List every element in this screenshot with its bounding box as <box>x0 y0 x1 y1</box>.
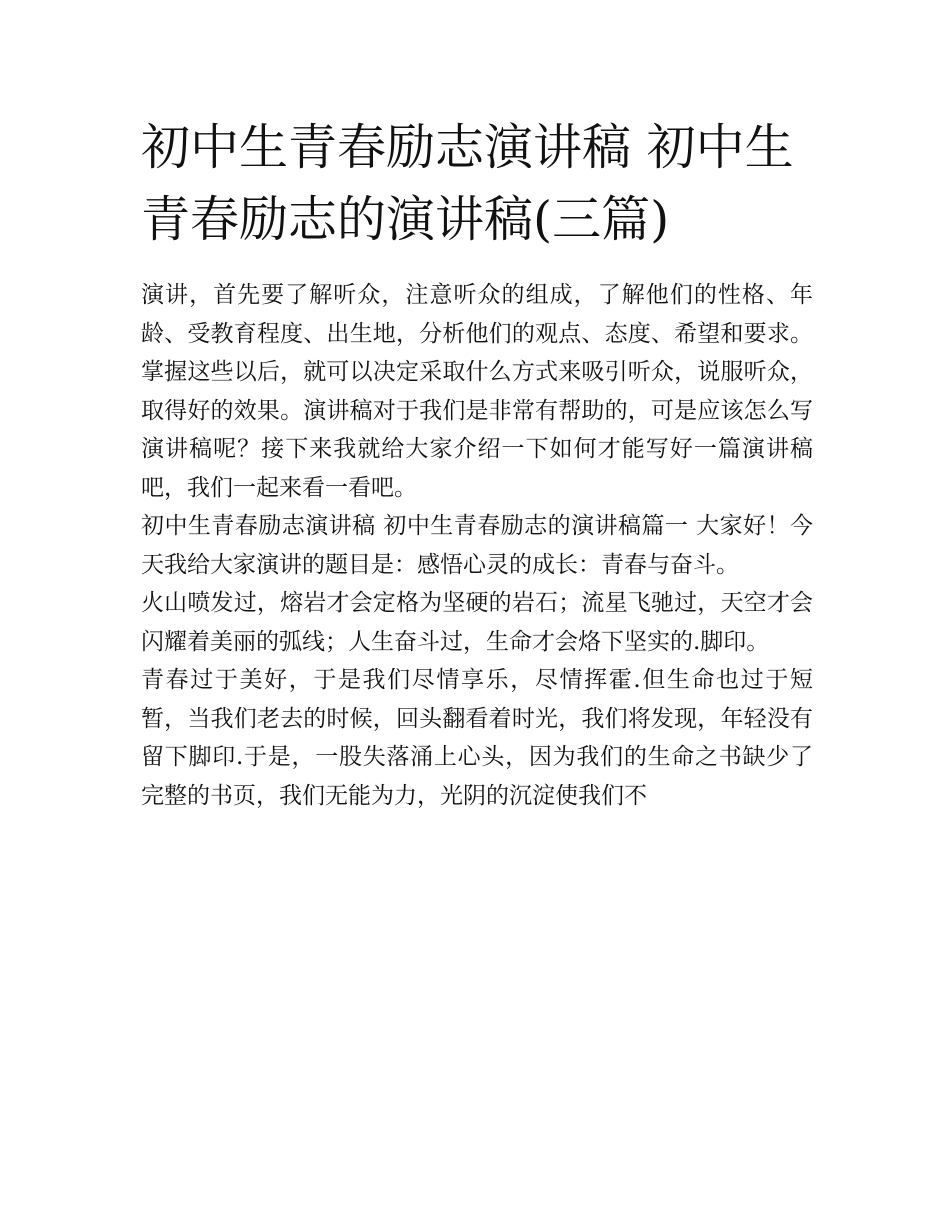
document-body <box>141 276 813 815</box>
document-title: 初中生青春励志演讲稿 初中生青春励志的演讲稿(三篇) <box>141 119 794 248</box>
document-content <box>141 112 813 815</box>
paragraph-intro: 演讲，首先要了解听众，注意听众的组成，了解他们的性格、年龄、受教育程度、出生地，分析他们的观点、态度、希望和要求。掌握这些以后，就可以决定采取什么方式来吸引听众，说服听众，取得好的效果。演讲稿对于我们是非常有帮助的，可是应该怎么写演讲稿呢？接下来我就给大家介绍一下如何才能写好一篇演讲稿吧，我们一起来看一看吧。 <box>141 282 813 501</box>
paragraph-youth: 青春过于美好，于是我们尽情享乐，尽情挥霍.但生命也过于短暂，当我们老去的时候，回头翻看着时光，我们将发现，年轻没有留下脚印.于是，一股失落涌上心头，因为我们的生命之书缺少了完整的书页，我们无能为力，光阴的沉淀使我们不 <box>141 667 813 809</box>
paragraph-volcano: 火山喷发过，熔岩才会定格为坚硬的岩石；流星飞驰过，天空才会闪耀着美丽的弧线；人生奋斗过，生命才会烙下坚实的.脚印。 <box>141 590 813 655</box>
paragraph-greeting: 初中生青春励志演讲稿 初中生青春励志的演讲稿篇一 大家好！今天我给大家演讲的题目是：感悟心灵的成长：青春与奋斗。 <box>141 513 813 578</box>
